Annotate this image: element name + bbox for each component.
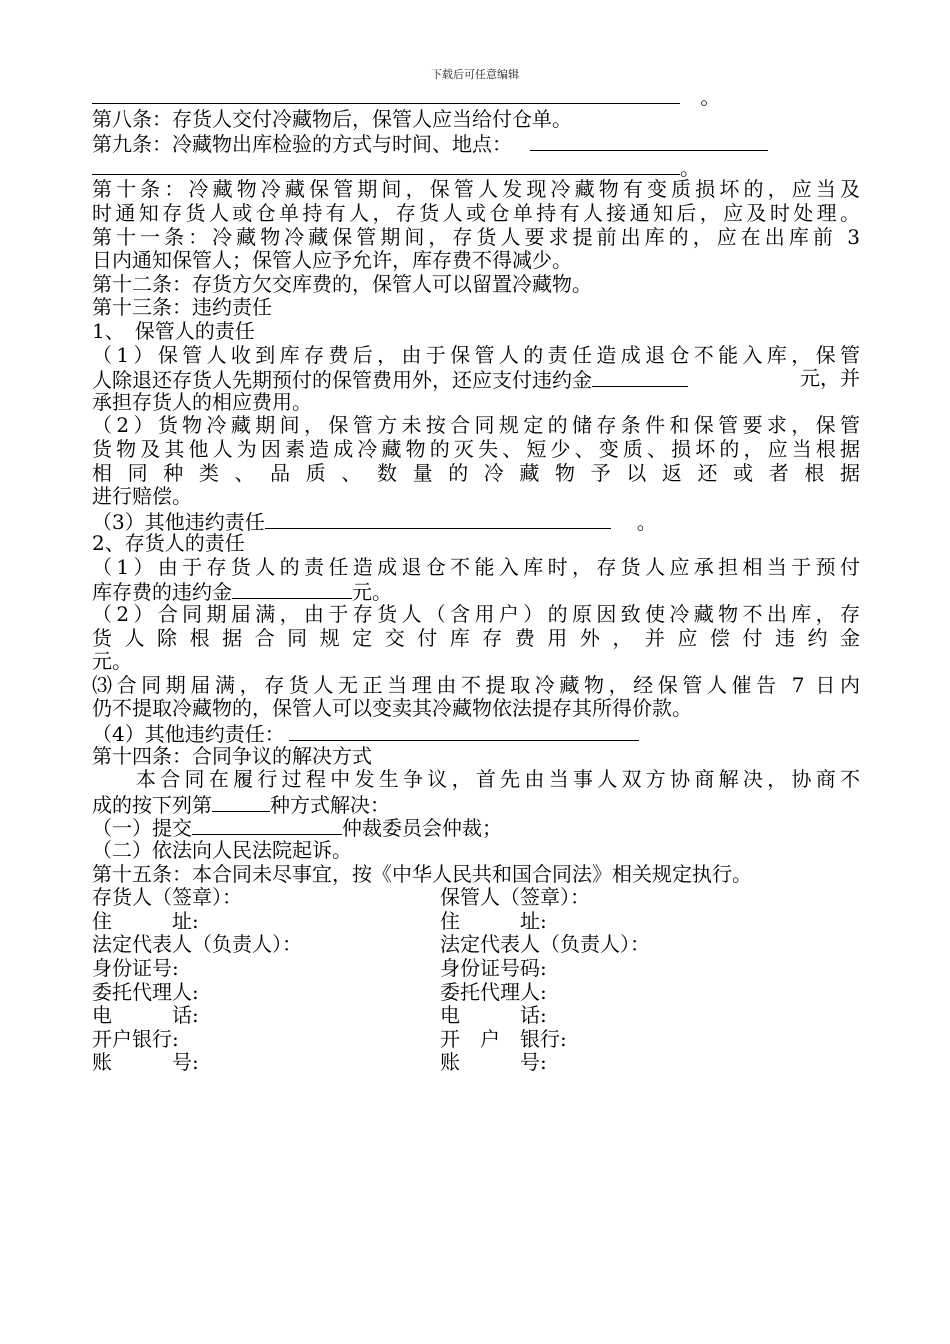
signature-row: [92, 957, 860, 981]
signature-row: [92, 1028, 860, 1052]
party-b-field: 法定代表人（负责人）：: [440, 932, 650, 957]
other-liability-blank[interactable]: [265, 509, 611, 529]
other-liability-blank-2[interactable]: [289, 721, 639, 741]
page-header: 下载后可任意编辑: [431, 68, 519, 81]
option-number-blank[interactable]: [212, 792, 270, 812]
inspection-blank-2[interactable]: [92, 155, 680, 175]
party-b-field: 保管人（签章）：: [440, 885, 590, 910]
section-1-heading: 1、 保管人的责任: [92, 318, 255, 343]
clause-2-4: （4）其他违约责任：: [92, 721, 860, 745]
clause-2-1-line-2: 库存费的违约金 元。: [92, 580, 392, 605]
article-14-option-1: （一）提交 仲裁委员会仲裁；: [92, 816, 502, 841]
clause-2-3-line-2: 仍不提取冷藏物的，保管人可以变卖其冷藏物依法提存其所得价款。: [92, 696, 692, 721]
party-b-field: 账 号:: [440, 1050, 547, 1075]
clause-1-1-line-3: 承担存货人的相应费用。: [92, 389, 312, 414]
blank-field[interactable]: [92, 84, 680, 104]
clause-1-2-line-2: 货物及其他人为因素造成冷藏物的灭失、短少、变质、损坏的，应当根据: [92, 436, 860, 461]
party-a-field: 开户银行:: [92, 1026, 179, 1051]
signature-row: [92, 981, 860, 1005]
article-9: 第九条：冷藏物出库检验的方式与时间、地点：: [92, 131, 860, 155]
penalty-amount-blank[interactable]: [592, 367, 688, 387]
clause-2-2-line-1: （2）合同期届满，由于存货人（含用户）的原因致使冷藏物不出库，存: [92, 602, 860, 627]
party-b-field: 住 址:: [440, 908, 547, 933]
contract-body: [92, 84, 860, 1075]
party-a-field: 账 号:: [92, 1050, 199, 1075]
signature-row: [92, 910, 860, 934]
clause-2-3-line-1: ⑶合同期届满，存货人无正当理由不提取冷藏物，经保管人催告 7 日内: [92, 672, 860, 697]
article-14: 第十四条：合同争议的解决方式: [92, 743, 372, 768]
article-14-option-2: （二）依法向人民法院起诉。: [92, 838, 352, 862]
clause-1-2-line-1: （2）货物冷藏期间，保管方未按合同规定的储存条件和保管要求，保管: [92, 413, 860, 438]
blank-line: 。: [92, 84, 860, 108]
party-a-field: 存货人（签章）：: [92, 885, 242, 910]
clause-1-1-line-1: （1）保管人收到库存费后，由于保管人的责任造成退仓不能入库，保管: [92, 342, 860, 367]
signature-row: [92, 933, 860, 957]
party-b-field: 开 户 银行:: [440, 1026, 567, 1051]
article-11-line-1: 第十一条：冷藏物冷藏保管期间，存货人要求提前出库的，应在出库前 3: [92, 224, 860, 249]
inspection-blank[interactable]: [530, 131, 768, 151]
article-13: 第十三条：违约责任: [92, 295, 272, 320]
party-b-field: 身份证号码:: [440, 955, 547, 980]
signature-row: [92, 1051, 860, 1075]
party-b-field: 委托代理人:: [440, 979, 547, 1004]
clause-2-2-line-3: 元。: [92, 649, 132, 674]
clause-2-2-line-2: 货人除根据合同规定交付库存费用外，并应偿付违约金: [92, 625, 860, 650]
article-12: 第十二条：存货方欠交库费的，保管人可以留置冷藏物。: [92, 271, 592, 296]
clause-1-2-line-4: 进行赔偿。: [92, 484, 192, 509]
article-9-continued: 。: [92, 155, 860, 179]
deposit-penalty-blank[interactable]: [232, 579, 352, 599]
party-a-field: 电 话:: [92, 1003, 199, 1028]
article-14-line-1: 本合同在履行过程中发生争议，首先由当事人双方协商解决，协商不: [136, 767, 860, 792]
clause-2-1-line-1: （1）由于存货人的责任造成退仓不能入库时，存货人应承担相当于预付: [92, 554, 860, 579]
article-14-line-2: 成的按下列第 种方式解决：: [92, 792, 390, 817]
signature-block: [92, 886, 860, 1075]
clause-1-2-line-3: 相同种类、品质、数量的冷藏物予以返还或者根据: [92, 460, 860, 485]
signature-row: [92, 1004, 860, 1028]
article-10-line-2: 时通知存货人或仓单持有人，存货人或仓单持有人接通知后，应及时处理。: [92, 200, 860, 225]
arbitration-committee-blank[interactable]: [192, 815, 342, 835]
party-a-field: 住 址:: [92, 908, 199, 933]
article-15: 第十五条：本合同未尽事宜，按《中华人民共和国合同法》相关规定执行。: [92, 861, 752, 886]
article-8: 第八条：存货人交付冷藏物后，保管人应当给付仓单。: [92, 106, 572, 131]
party-a-field: 法定代表人（负责人）：: [92, 932, 302, 957]
article-11-line-2: 日内通知保管人；保管人应予允许，库存费不得减少。: [92, 248, 572, 273]
signature-row: [92, 886, 860, 910]
party-b-field: 电 话:: [440, 1003, 547, 1028]
clause-1-3: （3）其他违约责任 。: [92, 509, 657, 534]
party-a-field: 身份证号:: [92, 955, 179, 980]
clause-1-1-line-2: 人除退还存货人先期预付的保管费用外，还应支付违约金 元，并: [92, 366, 860, 393]
section-2-heading: 2、存货人的责任: [92, 531, 245, 556]
article-10-line-1: 第十条：冷藏物冷藏保管期间，保管人发现冷藏物有变质损坏的，应当及: [92, 177, 860, 202]
party-a-field: 委托代理人:: [92, 979, 199, 1004]
